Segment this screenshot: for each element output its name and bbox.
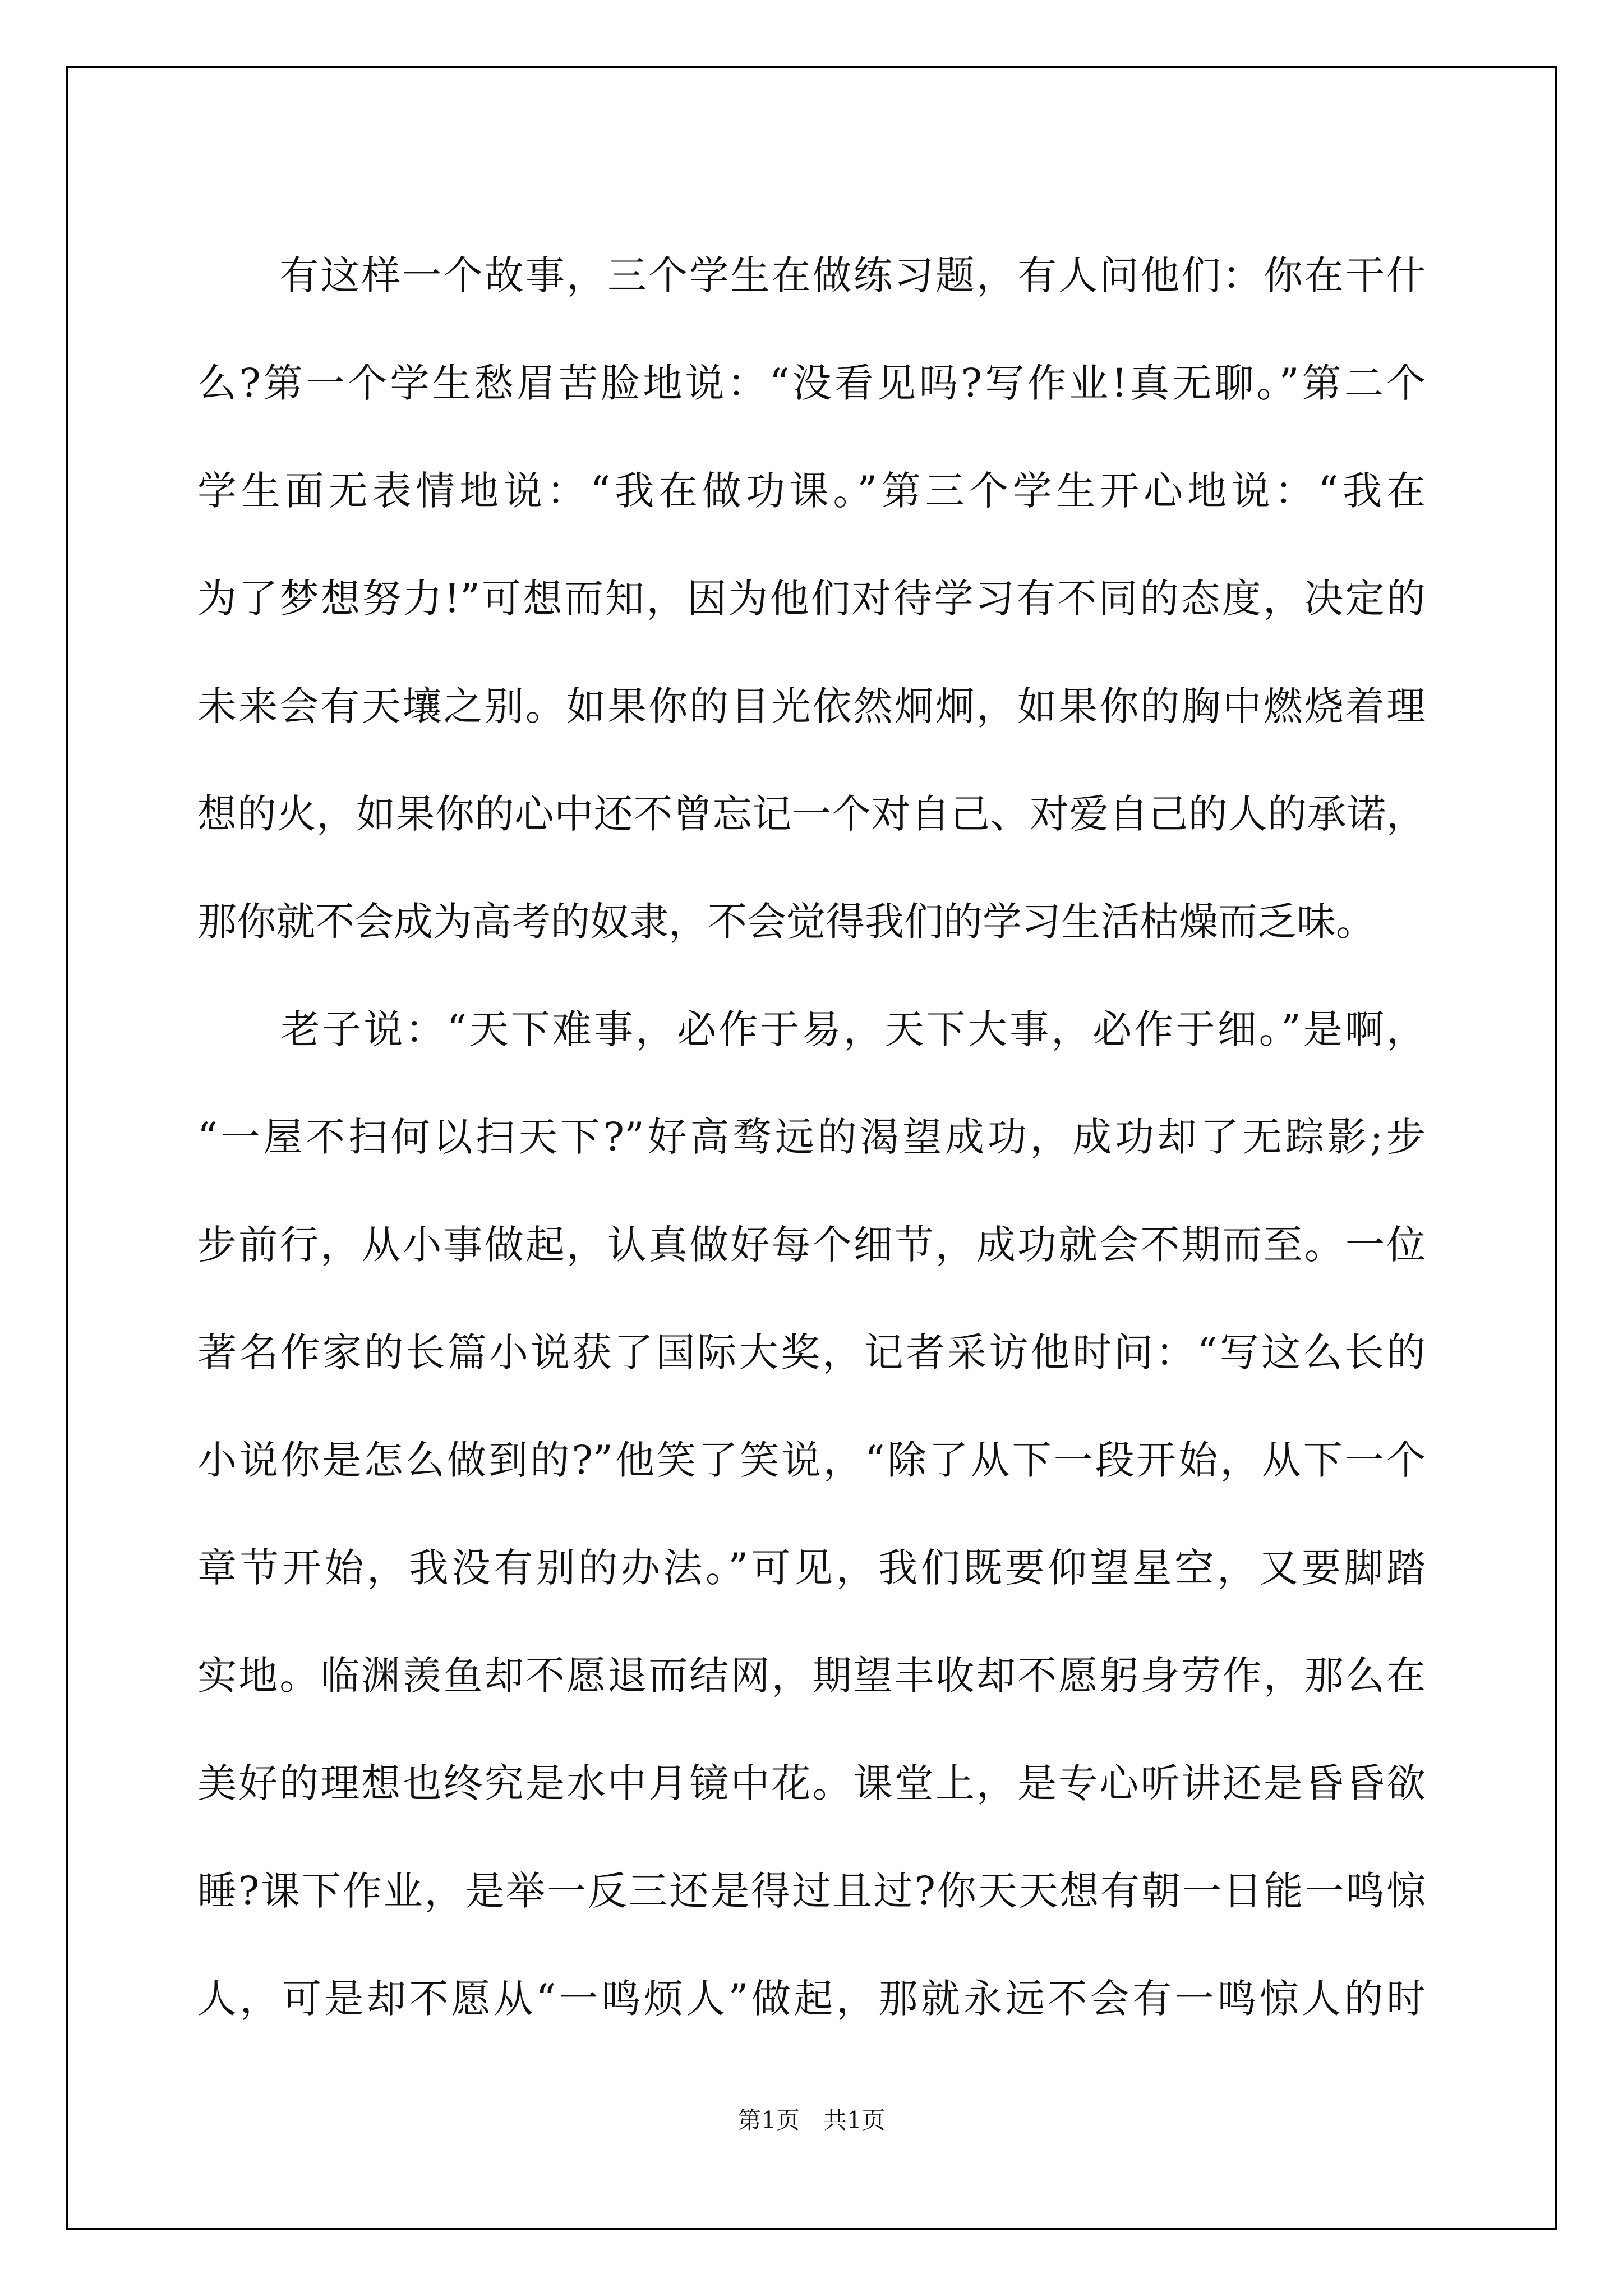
page-footer: 第1页 共1页 xyxy=(737,2106,886,2134)
text-line-9: “一屋不扫何以扫天下?”好高骛远的渴望成功，成功却了无踪影;步 xyxy=(197,1114,1426,1160)
text-line-6: 想的火，如果你的心中还不曾忘记一个对自己、对爱自己的人的承诺， xyxy=(197,791,1426,837)
text-line-1: 有这样一个故事，三个学生在做练习题，有人问他们：你在干什 xyxy=(197,252,1426,298)
text-line-15: 美好的理想也终究是水中月镜中花。课堂上，是专心听讲还是昏昏欲 xyxy=(197,1760,1426,1806)
text-line-11: 著名作家的长篇小说获了国际大奖，记者采访他时问：“写这么长的 xyxy=(197,1329,1426,1375)
text-line-3: 学生面无表情地说：“我在做功课。”第三个学生开心地说：“我在 xyxy=(197,468,1426,514)
text-line-8: 老子说：“天下难事，必作于易，天下大事，必作于细。”是啊， xyxy=(197,1006,1426,1052)
text-line-2: 么?第一个学生愁眉苦脸地说：“没看见吗?写作业!真无聊。”第二个 xyxy=(197,360,1426,406)
document-body xyxy=(197,222,1426,2053)
text-line-12: 小说你是怎么做到的?”他笑了笑说，“除了从下一段开始，从下一个 xyxy=(197,1437,1426,1483)
text-line-17: 人，可是却不愿从“一鸣烦人”做起，那就永远不会有一鸣惊人的时 xyxy=(197,1976,1426,2022)
text-line-5: 未来会有天壤之别。如果你的目光依然炯炯，如果你的胸中燃烧着理 xyxy=(197,683,1426,729)
text-line-13: 章节开始，我没有别的办法。”可见，我们既要仰望星空，又要脚踏 xyxy=(197,1545,1426,1591)
text-line-7: 那你就不会成为高考的奴隶，不会觉得我们的学习生活枯燥而乏味。 xyxy=(197,899,1375,945)
text-line-10: 步前行，从小事做起，认真做好每个细节，成功就会不期而至。一位 xyxy=(197,1222,1426,1268)
text-line-4: 为了梦想努力!”可想而知，因为他们对待学习有不同的态度，决定的 xyxy=(197,576,1426,622)
text-line-14: 实地。临渊羡鱼却不愿退而结网，期望丰收却不愿躬身劳作，那么在 xyxy=(197,1653,1426,1699)
text-line-16: 睡?课下作业，是举一反三还是得过且过?你天天想有朝一日能一鸣惊 xyxy=(197,1868,1426,1914)
